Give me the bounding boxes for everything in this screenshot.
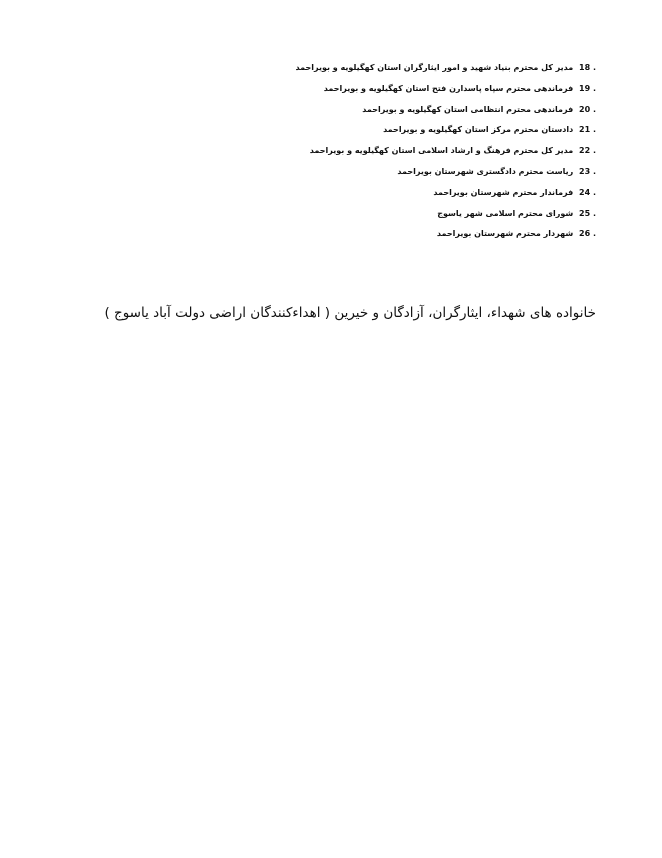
item-number: 19 . — [579, 83, 596, 93]
item-text: فرماندار محترم شهرستان بویراحمد — [433, 187, 574, 197]
list-item — [176, 224, 596, 245]
item-number: 26 . — [579, 229, 596, 239]
item-text: مدیر کل محترم فرهنگ و ارشاد اسلامی استان کهگیلویه و بویراحمد — [309, 146, 574, 156]
section-heading: خانواده های شهداء، ایثارگران، آزادگان و خیرین ( اهداءکنندگان اراضی دولت آباد یاسوج ) — [104, 305, 596, 321]
list-item — [176, 100, 596, 121]
list-item — [176, 58, 596, 79]
item-text: شورای محترم اسلامی شهر یاسوج — [437, 208, 574, 218]
item-number: 18 . — [579, 63, 596, 72]
item-text: شهردار محترم شهرستان بویراحمد — [436, 229, 574, 239]
item-number: 21 . — [579, 125, 596, 135]
item-number: 20 . — [579, 104, 596, 114]
item-number: 24 . — [579, 187, 596, 197]
recipient-list — [176, 58, 596, 245]
item-text: دادستان محترم مرکز استان کهگیلویه و بویراحمد — [383, 125, 574, 135]
item-text: ریاست محترم دادگستری شهرستان بویراحمد — [397, 166, 574, 176]
item-text: مدیر کل محترم بنیاد شهید و امور ایثارگران استان کهگیلویه و بویراحمد — [295, 63, 574, 72]
item-text: فرماندهی محترم سپاه پاسدارن فتح استان کهگیلویه و بویراحمد — [323, 83, 574, 93]
item-number: 22 . — [579, 146, 596, 156]
list-item — [176, 183, 596, 204]
item-number: 23 . — [579, 166, 596, 176]
item-text: فرماندهی محترم انتظامی استان کهگیلویه و بویراحمد — [362, 104, 574, 114]
item-number: 25 . — [579, 208, 596, 218]
list-item — [176, 162, 596, 183]
list-item — [176, 204, 596, 225]
list-item — [176, 141, 596, 162]
list-item — [176, 120, 596, 141]
list-item — [176, 79, 596, 100]
